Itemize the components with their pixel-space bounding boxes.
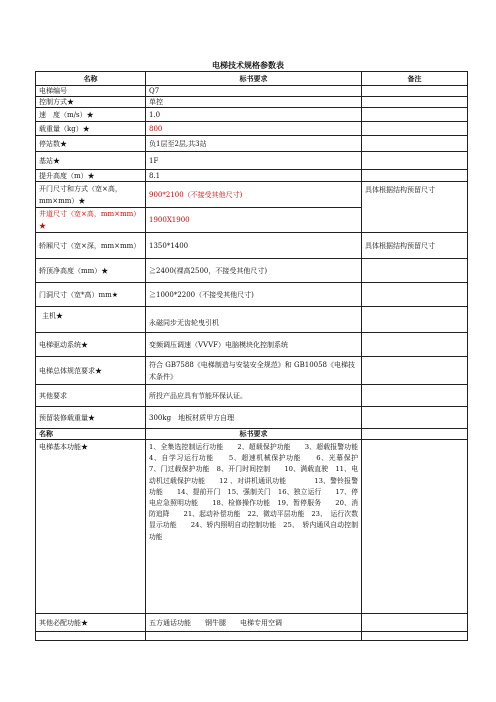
row-remark bbox=[362, 407, 468, 429]
row-remark bbox=[362, 259, 468, 283]
table-row bbox=[36, 357, 468, 385]
row-remark bbox=[362, 333, 468, 357]
row-remark: 具体根据结构预留尺寸 bbox=[362, 233, 468, 259]
table-row bbox=[36, 136, 468, 152]
header2-requirement: 标书要求 bbox=[146, 429, 362, 440]
row-remark bbox=[362, 385, 468, 407]
row-remark bbox=[362, 86, 468, 97]
row-name: 速 度（m/s）★ bbox=[36, 108, 146, 122]
row-name: 井道尺寸（宽×高，mm×mm）★ bbox=[36, 208, 146, 233]
header-requirement: 标书要求 bbox=[146, 72, 362, 86]
table-row bbox=[36, 170, 468, 182]
row-value: ≧1000*2200（不接受其他尺寸) bbox=[146, 283, 362, 307]
row-remark: 具体根据结构预留尺寸 bbox=[362, 182, 468, 233]
table-row bbox=[36, 86, 468, 97]
row-remark bbox=[362, 283, 468, 307]
table-header-2 bbox=[36, 429, 468, 440]
row-value: 300kg 地板材质甲方自理 bbox=[146, 407, 362, 429]
table-row bbox=[36, 233, 468, 259]
table-row bbox=[36, 307, 468, 333]
table-row-empty bbox=[36, 632, 468, 641]
other-name: 其他必配功能★ bbox=[36, 614, 146, 632]
row-value: ≧2400(裸高2500，不接受其他尺寸) bbox=[146, 259, 362, 283]
spec-table bbox=[35, 71, 468, 641]
row-remark bbox=[362, 108, 468, 122]
row-remark bbox=[362, 357, 468, 385]
row-value: 永磁同步无齿轮曳引机 bbox=[146, 307, 362, 333]
row-value: 负1层至2层,共3站 bbox=[146, 136, 362, 152]
row-name: 控制方式★ bbox=[36, 97, 146, 108]
row-remark bbox=[362, 170, 468, 182]
row-value: 1F bbox=[146, 152, 362, 170]
row-name: 电梯编号 bbox=[36, 86, 146, 97]
row-value: 1.0 bbox=[146, 108, 362, 122]
page-title: 电梯技术规格参数表 bbox=[212, 61, 284, 70]
row-remark bbox=[362, 122, 468, 136]
empty-cell bbox=[362, 632, 468, 641]
table-row bbox=[36, 122, 468, 136]
other-remark bbox=[362, 614, 468, 632]
table-row bbox=[36, 283, 468, 307]
table-row bbox=[36, 108, 468, 122]
empty-cell bbox=[36, 632, 146, 641]
row-name: 载重量（kg）★ bbox=[36, 122, 146, 136]
table-row bbox=[36, 385, 468, 407]
row-name: 开门尺寸和方式（宽×高，mm×mm）★ bbox=[36, 182, 146, 208]
header2-remark bbox=[362, 429, 468, 440]
row-remark bbox=[362, 97, 468, 108]
row-value: 单控 bbox=[146, 97, 362, 108]
row-remark bbox=[362, 307, 468, 333]
table-header bbox=[36, 72, 468, 86]
row-value: 8.1 bbox=[146, 170, 362, 182]
header-remark: 备注 bbox=[362, 72, 468, 86]
row-name: 电梯总体规范要求★ bbox=[36, 357, 146, 385]
row-value: Q7 bbox=[146, 86, 362, 97]
row-value: 所投产品应具有节能环保认证。 bbox=[146, 385, 362, 407]
row-value: 800 bbox=[146, 122, 362, 136]
other-value: 五方通话功能 钢牛腿 电梯专用空调 bbox=[146, 614, 362, 632]
row-value: 900*2100（不接受其他尺寸) bbox=[146, 182, 362, 208]
row-remark bbox=[362, 136, 468, 152]
row-value: 1350*1400 bbox=[146, 233, 362, 259]
table-row-functions bbox=[36, 440, 468, 614]
row-name: 提升高度（m）★ bbox=[36, 170, 146, 182]
header2-name: 名称 bbox=[36, 429, 146, 440]
row-name: 主机★ bbox=[36, 307, 146, 333]
functions-remark bbox=[362, 440, 468, 614]
table-row bbox=[36, 333, 468, 357]
table-row bbox=[36, 97, 468, 108]
functions-value: 1、全集选控制运行功能 2、超载保护功能 3、超载报警功能 4、自学习运行功能 5、超速机械保护功能 6、光幕保护 7、门过载保护功能 8、开门时间控制 10、满载直驶 11、电动机过载保护功能 12 、对讲机通讯功能 13、警铃报警功能 14、提前开门 15、强制关门 16、独立运行 17、停电应急照明功能 18、检修操作功能 19、暂停服务 20、消防追降 21、起动补偿功能 22、微动平层功能 23、 运行次数显示功能 24、轿内照明自动控制功能 25、 轿内通风自动控制功能 bbox=[146, 440, 362, 614]
row-name: 门洞尺寸（宽*高）mm★ bbox=[36, 283, 146, 307]
table-row bbox=[36, 152, 468, 170]
header-name: 名称 bbox=[36, 72, 146, 86]
row-name: 停站数★ bbox=[36, 136, 146, 152]
table-row bbox=[36, 407, 468, 429]
table-row bbox=[36, 182, 468, 208]
row-name: 电梯驱动系统★ bbox=[36, 333, 146, 357]
row-value: 1900X1900 bbox=[146, 208, 362, 233]
empty-cell bbox=[146, 632, 362, 641]
row-remark bbox=[362, 152, 468, 170]
row-value: 变频调压调速（VVVF）电脑模块化控制系统 bbox=[146, 333, 362, 357]
row-name: 基站★ bbox=[36, 152, 146, 170]
row-name: 其他要求 bbox=[36, 385, 146, 407]
row-value: 符合 GB7588《电梯制造与安装安全规范》和 GB10058《电梯技术条件》 bbox=[146, 357, 362, 385]
row-name: 轿顶净高度（mm）★ bbox=[36, 259, 146, 283]
row-name: 轿厢尺寸（宽×深，mm×mm） bbox=[36, 233, 146, 259]
row-name: 预留装修载重量★ bbox=[36, 407, 146, 429]
table-row bbox=[36, 259, 468, 283]
functions-name: 电梯基本功能★ bbox=[36, 440, 146, 614]
table-row-other bbox=[36, 614, 468, 632]
